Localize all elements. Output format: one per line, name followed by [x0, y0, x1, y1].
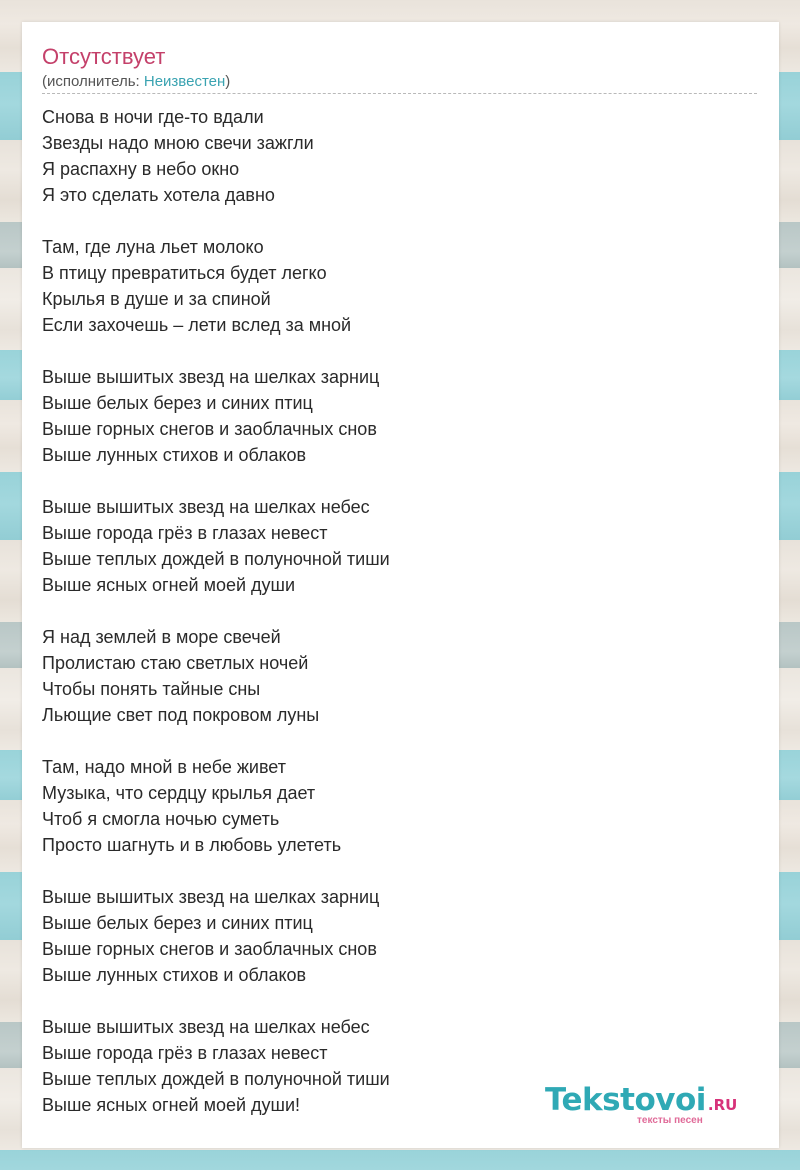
lyric-line: Звезды надо мною свечи зажгли — [42, 133, 314, 153]
lyric-line: Я распахну в небо окно — [42, 159, 240, 179]
lyric-line: Крылья в душе и за спиной — [42, 289, 271, 309]
stanza-gap — [42, 988, 742, 1014]
lyric-line: Льющие свет под покровом луны — [42, 705, 320, 725]
lyric-line: Выше ясных огней моей души! — [42, 1095, 301, 1115]
lyric-line: Там, надо мной в небе живет — [42, 757, 286, 777]
lyric-line: Пролистаю стаю светлых ночей — [42, 653, 309, 673]
stanza-gap — [42, 598, 742, 624]
logo-tld: .RU — [707, 1096, 738, 1114]
lyric-line: Выше горных снегов и заоблачных снов — [42, 939, 377, 959]
logo-name: Tekstovoi — [545, 1082, 706, 1118]
lyric-line: Я это сделать хотела давно — [42, 185, 275, 205]
lyric-line: Выше города грёз в глазах невест — [42, 523, 328, 543]
lyric-line: Выше лунных стихов и облаков — [42, 445, 307, 465]
lyric-line: Выше теплых дождей в полуночной тиши — [42, 1069, 390, 1089]
performer-line — [42, 73, 230, 91]
lyric-line: Выше белых берез и синих птиц — [42, 913, 313, 933]
lyric-line: Выше вышитых звезд на шелках зарниц — [42, 367, 380, 387]
lyrics-text — [42, 104, 742, 1118]
lyrics-card — [22, 22, 779, 1148]
lyric-line: Выше вышитых звезд на шелках зарниц — [42, 887, 380, 907]
lyric-line: Снова в ночи где-то вдали — [42, 107, 264, 127]
lyric-line: Выше теплых дождей в полуночной тиши — [42, 549, 390, 569]
logo-tagline: тексты песен — [637, 1115, 703, 1126]
lyric-line: Просто шагнуть и в любовь улететь — [42, 835, 342, 855]
lyric-line: Если захочешь – лети вслед за мной — [42, 315, 352, 335]
lyric-line: Выше лунных стихов и облаков — [42, 965, 307, 985]
lyric-line: Там, где луна льет молоко — [42, 237, 264, 257]
lyric-line: Чтобы понять тайные сны — [42, 679, 261, 699]
lyric-line: В птицу превратиться будет легко — [42, 263, 327, 283]
lyric-line: Выше белых берез и синих птиц — [42, 393, 313, 413]
stanza-gap — [42, 468, 742, 494]
lyric-line: Выше ясных огней моей души — [42, 575, 296, 595]
lyric-line: Музыка, что сердцу крылья дает — [42, 783, 316, 803]
lyric-line: Я над землей в море свечей — [42, 627, 281, 647]
performer-suffix: ) — [225, 73, 231, 90]
site-logo[interactable] — [545, 1082, 755, 1128]
song-title: Отсутствует — [42, 44, 166, 69]
lyric-line: Выше города грёз в глазах невест — [42, 1043, 328, 1063]
lyric-line: Выше вышитых звезд на шелках небес — [42, 497, 370, 517]
lyric-line: Выше вышитых звезд на шелках небес — [42, 1017, 370, 1037]
lyric-line: Чтоб я смогла ночью суметь — [42, 809, 280, 829]
performer-name-link[interactable]: Неизвестен — [143, 73, 226, 90]
stanza-gap — [42, 208, 742, 234]
lyric-line: Выше горных снегов и заоблачных снов — [42, 419, 377, 439]
performer-prefix: (исполнитель: — [42, 73, 144, 90]
header-divider — [42, 93, 757, 94]
stanza-gap — [42, 728, 742, 754]
stanza-gap — [42, 338, 742, 364]
stanza-gap — [42, 858, 742, 884]
